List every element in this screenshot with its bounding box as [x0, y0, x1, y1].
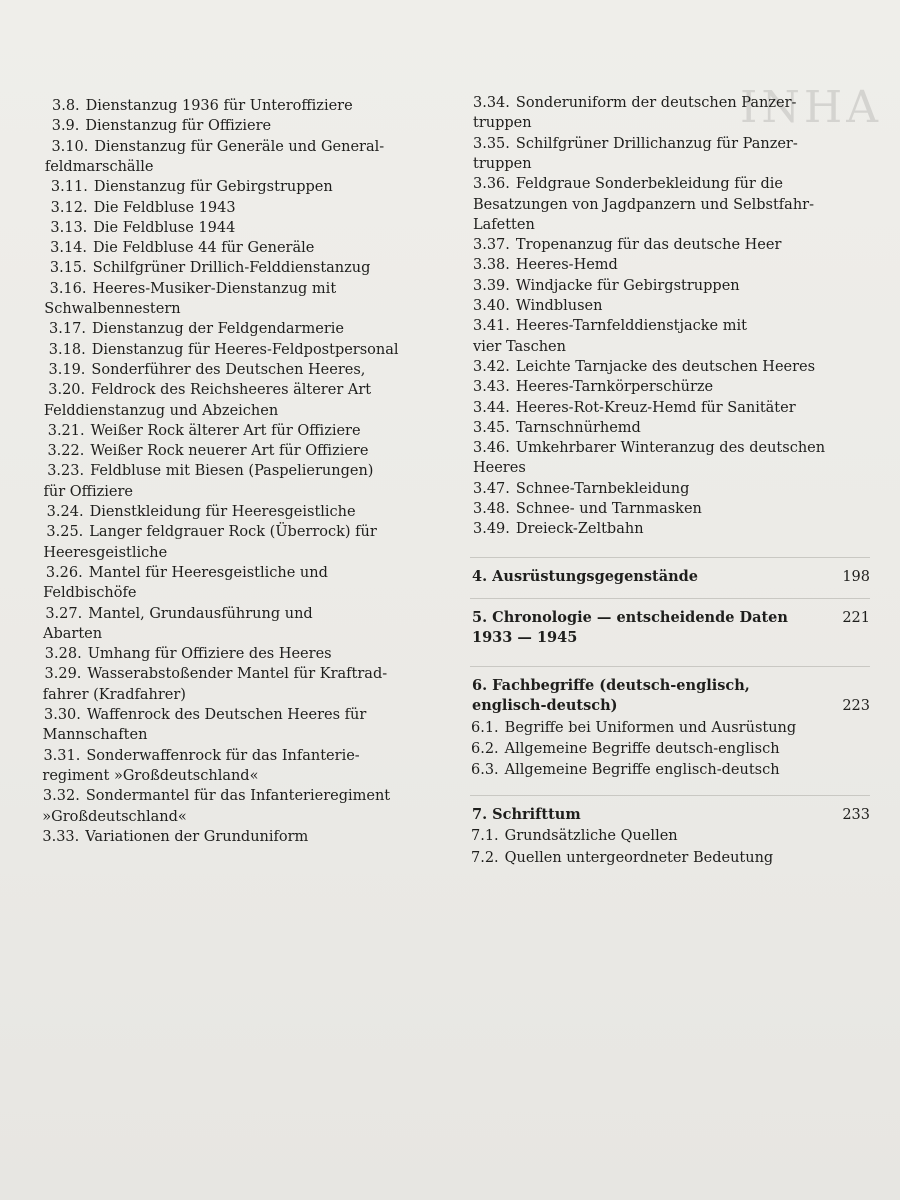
section-divider	[470, 557, 870, 558]
toc-entry	[48, 421, 361, 441]
entry-title: Feldbischöfe	[43, 585, 137, 602]
section-heading: 4. Ausrüstungsgegenstände	[472, 568, 699, 585]
section-page-number: 223	[842, 698, 870, 715]
entry-number: 3.20.	[48, 382, 86, 399]
entry-title: Tarnschnürhemd	[515, 419, 641, 436]
entry-number: 3.42.	[473, 358, 510, 375]
entry-title: Waffenrock des Deutschen Heeres für	[86, 707, 367, 723]
section-heading: 7. Schrifttum	[472, 806, 581, 823]
entry-title: Grundsätzliche Quellen	[504, 828, 678, 845]
entry-number: 3.35.	[473, 135, 510, 152]
section-page-number: 233	[842, 807, 870, 823]
toc-entry	[50, 258, 371, 278]
toc-subentry	[471, 718, 796, 738]
entry-number: 3.46.	[473, 440, 510, 457]
entry-title: Dienstanzug für Heeres-Feldpostpersonal	[91, 341, 399, 358]
toc-entry	[45, 604, 312, 624]
section-heading: 6. Fachbegriffe (deutsch-englisch,	[472, 677, 750, 694]
entry-number: 3.21.	[47, 422, 85, 439]
toc-entry-continued	[473, 337, 566, 357]
entry-number: 3.18.	[48, 341, 86, 358]
section-divider	[470, 795, 870, 796]
entry-title: »Großdeutschland«	[42, 808, 187, 825]
entry-title: Langer feldgrauer Rock (Überrock) für	[89, 524, 377, 541]
entry-number: 3.31.	[43, 747, 81, 764]
entry-title: Windjacke für Gebirgstruppen	[515, 277, 740, 294]
toc-entry-continued	[43, 583, 136, 603]
toc-entry	[473, 276, 740, 296]
entry-title: Mantel, Grundausführung und	[88, 605, 313, 622]
toc-subentry	[471, 760, 780, 780]
toc-entry	[52, 96, 353, 116]
entry-number: 3.27.	[45, 605, 83, 622]
entry-title: Heeres-Tarnfelddienstjacke mit	[515, 318, 747, 335]
toc-entry	[473, 93, 796, 113]
section-heading: 5. Chronologie — entscheidende Daten	[472, 609, 788, 626]
toc-entry	[473, 174, 783, 194]
toc-entry	[473, 499, 702, 519]
entry-title: Begriffe bei Uniformen und Ausrüstung	[504, 719, 797, 736]
entry-number: 3.16.	[49, 280, 87, 297]
entry-number: 3.41.	[473, 318, 510, 335]
toc-entry-continued	[473, 195, 814, 215]
entry-title: Weißer Rock neuerer Art für Offiziere	[90, 443, 369, 460]
entry-number: 3.40.	[473, 298, 510, 314]
toc-entry-continued	[43, 543, 167, 563]
toc-entry-continued	[42, 766, 258, 786]
entry-title: Die Feldbluse 44 für Generäle	[93, 240, 315, 257]
entry-title: Dienstanzug für Offiziere	[85, 118, 272, 135]
section-page-number: 198	[842, 569, 870, 585]
entry-title: regiment »Großdeutschland«	[42, 767, 259, 784]
toc-entry	[473, 235, 781, 255]
entry-title: Felddienstanzug und Abzeichen	[43, 402, 279, 419]
toc-entry	[52, 116, 271, 136]
bleed-through-heading: INHA	[739, 82, 882, 133]
entry-title: Feldgraue Sonderbekleidung für die	[515, 176, 783, 193]
toc-entry-continued	[43, 624, 102, 644]
toc-entry	[473, 519, 644, 539]
entry-title: Schilfgrüner Drillich-Felddienstanzug	[92, 260, 371, 277]
entry-number: 3.26.	[45, 564, 83, 581]
entry-title: Besatzungen von Jagdpanzern und Selbstfahr-	[473, 196, 814, 213]
toc-entry	[51, 137, 384, 157]
entry-title: Allgemeine Begriffe englisch-deutsch	[504, 762, 780, 779]
entry-title: Umkehrbarer Winteranzug des deutschen	[515, 440, 826, 457]
entry-number: 6.3.	[471, 762, 499, 779]
entry-number: 3.49.	[473, 521, 510, 538]
entry-title: Dienstanzug für Generäle und General-	[94, 138, 385, 155]
toc-entry	[50, 238, 314, 258]
entry-title: Leichte Tarnjacke des deutschen Heeres	[515, 358, 816, 375]
toc-entry	[50, 279, 337, 299]
section-divider	[470, 666, 870, 667]
entry-title: Schwalbennestern	[44, 301, 181, 317]
toc-entry-continued	[43, 685, 186, 705]
section-heading: englisch-deutsch)	[472, 697, 618, 715]
entry-number: 7.1.	[471, 828, 499, 845]
entry-title: Feldrock des Reichsheeres älterer Art	[91, 382, 372, 399]
entry-number: 3.24.	[46, 504, 84, 520]
toc-entry	[473, 134, 798, 154]
toc-entry-continued	[43, 725, 148, 745]
entry-title: für Offiziere	[43, 483, 133, 500]
toc-entry	[51, 177, 333, 197]
entry-title: truppen	[473, 155, 532, 172]
entry-title: Wasserabstoßender Mantel für Kraftrad-	[87, 666, 388, 683]
entry-number: 3.14.	[50, 240, 88, 257]
toc-entry	[473, 296, 602, 316]
entry-number: 3.45.	[473, 419, 510, 436]
entry-title: Die Feldbluse 1943	[93, 199, 236, 216]
entry-number: 3.33.	[42, 828, 80, 845]
entry-number: 3.32.	[42, 788, 80, 805]
entry-number: 3.28.	[44, 646, 82, 663]
entry-title: truppen	[473, 115, 532, 132]
entry-title: Abarten	[42, 625, 103, 642]
entry-title: Heeres-Hemd	[515, 257, 618, 274]
toc-entry-continued	[473, 215, 535, 235]
entry-title: Quellen untergeordneter Bedeutung	[504, 849, 774, 866]
toc-entry	[47, 502, 356, 522]
toc-entry	[45, 664, 388, 684]
toc-entry-continued	[473, 154, 532, 174]
toc-entry	[45, 644, 332, 664]
entry-title: Umhang für Offiziere des Heeres	[87, 646, 332, 663]
toc-entry	[473, 255, 618, 275]
toc-entry	[473, 316, 747, 336]
entry-number: 3.43.	[473, 379, 510, 396]
toc-subentry	[471, 739, 780, 759]
toc-entry-continued	[45, 157, 154, 177]
toc-entry	[50, 218, 235, 238]
entry-title: Heeres	[473, 460, 526, 477]
toc-entry-continued	[44, 401, 278, 421]
entry-number: 3.12.	[50, 199, 88, 216]
entry-number: 3.25.	[46, 524, 84, 541]
entry-number: 3.36.	[473, 176, 510, 193]
entry-number: 3.13.	[50, 219, 88, 236]
entry-title: Variationen der Grunduniform	[85, 828, 309, 845]
entry-title: Schilfgrüner Drillichanzug für Panzer-	[515, 135, 798, 152]
entry-title: Weißer Rock älterer Art für Offiziere	[90, 422, 361, 439]
toc-entry	[43, 746, 359, 766]
toc-entry-continued	[42, 807, 187, 827]
entry-title: Heeres-Rot-Kreuz-Hemd für Sanitäter	[515, 399, 796, 416]
toc-entry	[51, 198, 236, 218]
toc-entry	[47, 441, 368, 461]
entry-number: 7.2.	[471, 849, 499, 866]
toc-entry	[473, 357, 815, 377]
entry-number: 3.8.	[52, 98, 80, 114]
entry-title: Dienstkleidung für Heeresgeistliche	[89, 504, 356, 520]
toc-entry-continued	[473, 113, 532, 133]
entry-title: Windblusen	[515, 298, 603, 314]
entry-number: 3.38.	[473, 257, 510, 274]
section-page-number: 221	[842, 610, 870, 626]
entry-title: Schnee- und Tarnmasken	[515, 501, 702, 517]
toc-entry	[473, 479, 689, 499]
entry-title: Sonderuniform der deutschen Panzer-	[515, 95, 797, 111]
entry-title: Schnee-Tarnbekleidung	[515, 480, 690, 497]
entry-title: Dreieck-Zeltbahn	[515, 521, 644, 538]
entry-number: 3.39.	[473, 277, 510, 294]
toc-entry	[49, 340, 399, 360]
entry-number: 3.19.	[48, 361, 86, 378]
entry-title: Dienstanzug der Feldgendarmerie	[91, 321, 344, 338]
toc-entry	[49, 360, 366, 380]
entry-number: 6.1.	[471, 719, 499, 736]
entry-title: Allgemeine Begriffe deutsch-englisch	[504, 740, 780, 757]
entry-number: 3.29.	[44, 666, 82, 683]
toc-entry	[473, 418, 641, 438]
entry-title: Mantel für Heeresgeistliche und	[88, 564, 328, 581]
toc-entry-continued	[44, 299, 180, 319]
toc-entry	[46, 522, 376, 542]
entry-number: 3.48.	[473, 501, 510, 517]
toc-entry	[473, 377, 713, 397]
toc-entry	[49, 319, 344, 339]
entry-number: 3.10.	[51, 138, 89, 155]
entry-title: Feldbluse mit Biesen (Paspelierungen)	[90, 463, 374, 480]
entry-number: 3.30.	[43, 707, 81, 723]
entry-title: fahrer (Kradfahrer)	[42, 686, 186, 703]
entry-number: 3.47.	[473, 480, 510, 497]
toc-subentry	[471, 826, 678, 846]
toc-entry	[48, 380, 371, 400]
toc-entry	[473, 438, 825, 458]
entry-title: Tropenanzug für das deutsche Heer	[515, 237, 782, 254]
entry-title: Mannschaften	[42, 727, 148, 744]
entry-title: Heeres-Tarnkörperschürze	[515, 379, 714, 396]
entry-title: Sonderführer des Deutschen Heeres,	[91, 361, 366, 378]
entry-title: Sonderwaffenrock für das Infanterie-	[86, 747, 360, 764]
entry-title: Dienstanzug für Gebirgstruppen	[93, 179, 333, 196]
toc-entry	[44, 705, 366, 725]
entry-number: 3.34.	[473, 95, 510, 111]
entry-title: Die Feldbluse 1944	[93, 219, 236, 236]
entry-title: Lafetten	[473, 216, 535, 233]
entry-title: vier Taschen	[473, 338, 566, 355]
entry-title: feldmarschälle	[44, 158, 154, 175]
section-divider	[470, 598, 870, 599]
entry-number: 3.15.	[49, 260, 87, 277]
entry-number: 6.2.	[471, 740, 499, 757]
toc-entry	[43, 786, 390, 806]
entry-number: 3.37.	[473, 237, 510, 254]
toc-entry	[42, 827, 308, 847]
entry-title: Heeresgeistliche	[43, 544, 168, 561]
toc-subentry	[471, 848, 773, 868]
entry-number: 3.22.	[47, 443, 85, 460]
toc-entry	[47, 461, 373, 481]
section-heading: 1933 — 1945	[472, 629, 578, 647]
entry-number: 3.23.	[47, 463, 85, 480]
entry-number: 3.11.	[50, 179, 88, 196]
toc-entry-continued	[44, 482, 133, 502]
entry-number: 3.17.	[49, 321, 86, 338]
entry-title: Heeres-Musiker-Dienstanzug mit	[92, 280, 337, 297]
entry-title: Dienstanzug 1936 für Unteroffiziere	[85, 98, 353, 114]
toc-entry	[473, 398, 796, 418]
toc-entry	[46, 563, 328, 583]
entry-number: 3.44.	[473, 399, 510, 416]
toc-entry-continued	[473, 458, 526, 478]
entry-number: 3.9.	[51, 118, 80, 135]
entry-title: Sondermantel für das Infanterieregiment	[85, 788, 391, 805]
